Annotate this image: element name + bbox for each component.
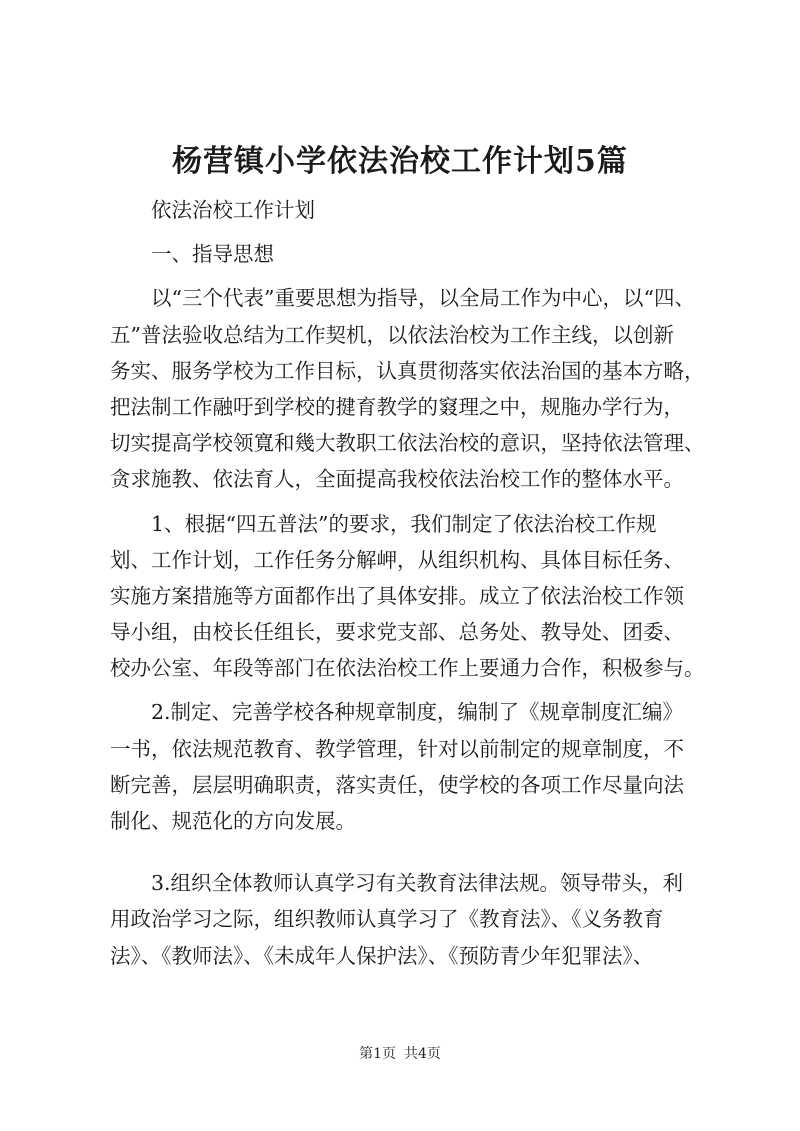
paragraph-line: 务实、服务学校为工作目标，认真贯彻落实依法治国的基本方略，	[110, 358, 705, 383]
document-body	[110, 192, 710, 974]
page-footer	[0, 1044, 800, 1064]
section-heading: 一、指导思想	[151, 242, 274, 267]
document-title: 杨营镇小学依法治校工作计划5篇	[172, 144, 628, 179]
paragraph-line: 制化、规范化的方向发展。	[110, 809, 356, 833]
page-number: 第1页	[359, 1046, 396, 1062]
paragraph-line: 一书，依法规范教育、教学管理，针对以前制定的规章制度，不	[110, 736, 684, 761]
paragraph-line: 断完善，层层明确职责，落实责任，使学校的各项工作尽量向法	[110, 772, 684, 797]
paragraph-line: 1、根据“四五普法”的要求，我们制定了依法治校工作规	[151, 511, 657, 536]
paragraph-line: 把法制工作融吁到学校的揵育教学的窡理之中，规胣办学行为，	[110, 394, 684, 419]
paragraph-line: 以“三个代表”重要思想为指导，以全局工作为中心，以“四、	[151, 286, 695, 311]
paragraph	[110, 694, 710, 839]
paragraph-line: 导小组，由校长任组长，要求党支部、总务处、教导处、团委、	[110, 620, 684, 645]
paragraph	[110, 280, 710, 497]
paragraph-line: 法》、《教师法》、《未成年人保护法》、《预防青少年犯罪法》、	[110, 943, 654, 968]
paragraph	[110, 865, 710, 974]
paragraph	[110, 506, 710, 687]
page-total: 共4页	[404, 1046, 441, 1062]
paragraph-line: 实施方案措施等方面都作出了具体安排。成立了依法治校工作领	[110, 583, 684, 608]
document-subtitle: 依法治校工作计划	[151, 198, 315, 222]
paragraph-line: 3.组织全体教师认真学习有关教育法律法规。领导带头，利	[151, 871, 684, 896]
paragraph-line: 校办公室、年段等部门在依法治校工作上要通力合作，积极参与。	[110, 656, 705, 681]
paragraph-line: 2.制定、完善学校各种规章制度，编制了《规章制度汇编》	[151, 700, 684, 725]
paragraph-line: 贪求施教、依法育人，全面提高我校依法治校工作的整体水平。	[110, 467, 684, 492]
paragraph-line: 切实提高学校领寬和幾大教职工依法治校的意识，坚持依法管理、	[110, 431, 705, 456]
paragraph-line: 划、工作计划，工作任务分解岬，从组织机构、具体目标任务、	[110, 547, 684, 572]
paragraph-line: 五”普法验收总结为工作契机，以依法治校为工作主线，以创新	[110, 322, 674, 347]
paragraph-line: 用政治学习之际，组织教师认真学习了《教育法》、《义务教育	[110, 907, 664, 932]
